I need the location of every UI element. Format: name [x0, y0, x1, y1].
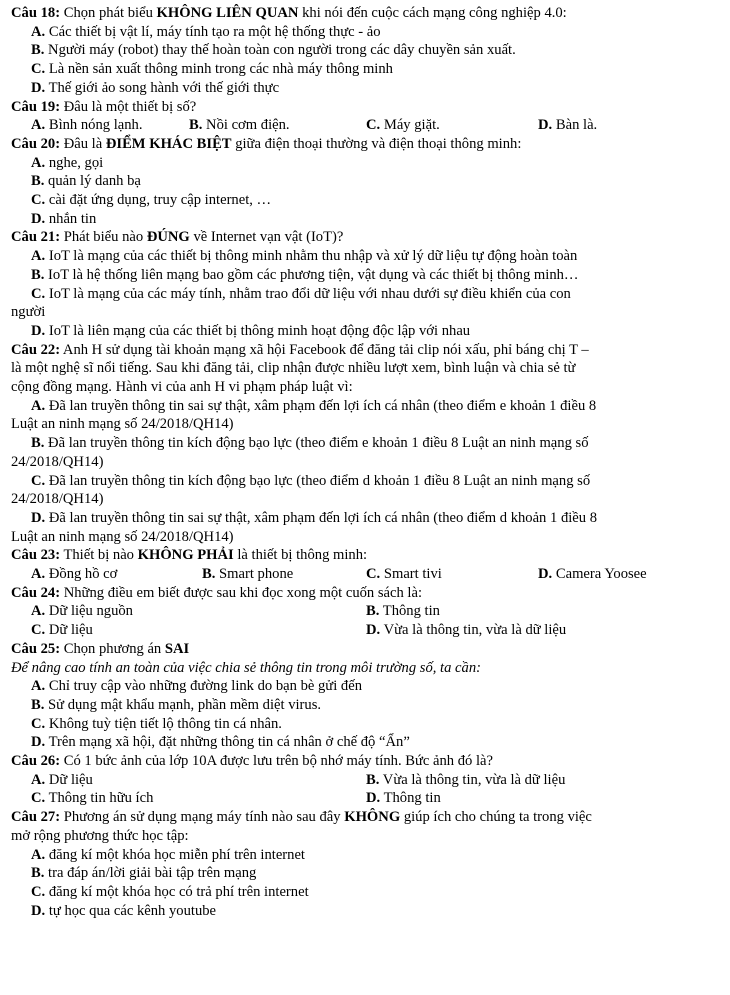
question-27-line2: mở rộng phương thức học tập: — [11, 827, 189, 844]
option-d: D. IoT là liên mạng của các thiết bị thông minh hoạt động độc lập với nhau — [31, 322, 471, 339]
question-number: Câu 22: — [11, 341, 61, 358]
option-a: A. Đồng hồ cơ — [31, 566, 118, 583]
question-25-stem: Để nâng cao tính an toàn của việc chia sẻ thông tin trong môi trường số, ta cần: — [11, 659, 481, 676]
question-22: Câu 22: Anh H sử dụng tài khoản mạng xã hội Facebook để đăng tải clip nói xấu, phỉ báng chị T – — [11, 341, 589, 358]
emphasis: SAI — [164, 640, 190, 657]
option-c: C. Thông tin hữu ích — [31, 790, 154, 807]
question-27: Câu 27: Phương án sử dụng mạng máy tính nào sau đây KHÔNG giúp ích cho chúng ta trong việc — [11, 809, 592, 826]
options-row — [11, 621, 718, 640]
question-25: Câu 25: Chọn phương án SAI — [11, 640, 190, 657]
option-b-continued: 24/2018/QH14) — [11, 453, 104, 470]
option-b: B. Người máy (robot) thay thế hoàn toàn con người trong các dây chuyền sản xuất. — [31, 42, 516, 59]
option-a: A. IoT là mạng của các thiết bị thông minh nhằm thu nhập và xử lý dữ liệu tự động hoàn toàn — [31, 248, 578, 265]
option-c: C. Đã lan truyền thông tin kích động bạo lực (theo điểm d khoản 1 điều 8 Luật an ninh mạng số — [31, 472, 591, 489]
options-row — [11, 602, 718, 621]
option-a: A. Đã lan truyền thông tin sai sự thật, xâm phạm đến lợi ích cá nhân (theo điểm e khoản 1 điều 8 — [31, 397, 597, 414]
question-23: Câu 23: Thiết bị nào KHÔNG PHẢI là thiết bị thông minh: — [11, 547, 368, 564]
question-24: Câu 24: Những điều em biết được sau khi đọc xong một cuốn sách là: — [11, 584, 423, 601]
question-number: Câu 20: — [11, 135, 61, 152]
option-a: A. Dữ liệu nguồn — [31, 603, 133, 620]
option-b: B. Vừa là thông tin, vừa là dữ liệu — [366, 771, 566, 788]
option-d-continued: Luật an ninh mạng số 24/2018/QH14) — [11, 528, 234, 545]
option-c: C. đăng kí một khóa học có trả phí trên internet — [31, 883, 309, 900]
question-20: Câu 20: Đâu là ĐIỂM KHÁC BIỆT giữa điện thoại thường và điện thoại thông minh: — [11, 135, 522, 152]
options-row — [11, 116, 718, 135]
question-number: Câu 27: — [11, 809, 61, 826]
option-c-continued: 24/2018/QH14) — [11, 491, 104, 508]
question-26: Câu 26: Có 1 bức ảnh của lớp 10A được lưu trên bộ nhớ máy tính. Bức ảnh đó là? — [11, 753, 493, 770]
option-b: B. tra đáp án/lời giải bài tập trên mạng — [31, 865, 257, 882]
question-number: Câu 21: — [11, 229, 61, 246]
option-c: C. Máy giặt. — [366, 117, 440, 134]
option-c: C. IoT là mạng của các máy tính, nhằm trao đổi dữ liệu với nhau dưới sự điều khiển của con — [31, 285, 571, 302]
option-c: C. Không tuỳ tiện tiết lộ thông tin cá nhân. — [31, 715, 282, 732]
option-b: B. IoT là hệ thống liên mạng bao gồm các phương tiện, vật dụng và các thiết bị thông minh… — [31, 266, 579, 283]
option-d: D. Thế giới ảo song hành với thế giới thực — [31, 79, 280, 96]
option-c: C. Dữ liệu — [31, 622, 93, 639]
option-a: A. đăng kí một khóa học miễn phí trên internet — [31, 846, 305, 863]
question-number: Câu 25: — [11, 640, 61, 657]
option-b: B. Sử dụng mật khẩu mạnh, phần mềm diệt virus. — [31, 696, 322, 713]
option-a: A. Các thiết bị vật lí, máy tính tạo ra một hệ thống thực - ảo — [31, 23, 381, 40]
option-c-continued: người — [11, 304, 46, 321]
option-b: B. Thông tin — [366, 603, 440, 620]
option-a: A. Chỉ truy cập vào những đường link do bạn bè gửi đến — [31, 678, 362, 695]
question-number: Câu 18: — [11, 5, 61, 21]
option-b: B. Nồi cơm điện. — [189, 117, 290, 134]
option-a: A. Dữ liệu — [31, 771, 93, 788]
emphasis: KHÔNG LIÊN QUAN — [156, 5, 299, 21]
option-d: D. Đã lan truyền thông tin sai sự thật, xâm phạm đến lợi ích cá nhân (theo điểm d khoản 1 điều 8 — [31, 509, 598, 526]
question-19: Câu 19: Đâu là một thiết bị số? — [11, 98, 197, 115]
question-18: Câu 18: Chọn phát biểu KHÔNG LIÊN QUAN khi nói đến cuộc cách mạng công nghiệp 4.0: — [11, 5, 567, 21]
option-a-continued: Luật an ninh mạng số 24/2018/QH14) — [11, 416, 234, 433]
option-b: B. Đã lan truyền thông tin kích động bạo lực (theo điểm e khoản 1 điều 8 Luật an ninh mạng số — [31, 435, 589, 452]
question-number: Câu 19: — [11, 98, 61, 115]
option-d: D. Bàn là. — [538, 117, 598, 134]
option-c: C. Là nền sản xuất thông minh trong các nhà máy thông minh — [31, 61, 393, 78]
emphasis: ĐIỂM KHÁC BIỆT — [105, 135, 232, 152]
option-b: B. quản lý danh bạ — [31, 173, 141, 190]
emphasis: KHÔNG PHẢI — [137, 547, 234, 564]
emphasis: ĐÚNG — [146, 229, 190, 246]
option-d: D. Camera Yoosee — [538, 566, 647, 583]
options-row — [11, 771, 718, 790]
option-d: D. Trên mạng xã hội, đặt những thông tin cá nhân ở chế độ “Ẩn” — [31, 734, 410, 751]
options-row — [11, 565, 718, 584]
emphasis: KHÔNG — [344, 809, 401, 826]
question-number: Câu 24: — [11, 584, 61, 601]
question-22-line2: là một nghệ sĩ nổi tiếng. Sau khi đăng tải, clip nhận được nhiều lượt xem, bình luận và chia sẻ từ — [11, 360, 576, 377]
option-d: D. Thông tin — [366, 790, 441, 807]
option-b: B. Smart phone — [202, 566, 294, 583]
option-d: D. Vừa là thông tin, vừa là dữ liệu — [366, 622, 567, 639]
question-number: Câu 26: — [11, 753, 61, 770]
question-number: Câu 23: — [11, 547, 61, 564]
option-c: C. Smart tivi — [366, 566, 442, 583]
options-row — [11, 789, 718, 808]
option-d: D. nhắn tin — [31, 210, 97, 227]
option-a: A. Bình nóng lạnh. — [31, 117, 143, 134]
option-d: D. tự học qua các kênh youtube — [31, 902, 217, 919]
option-c: C. cài đặt ứng dụng, truy cập internet, … — [31, 192, 272, 209]
question-21: Câu 21: Phát biểu nào ĐÚNG về Internet vạn vật (IoT)? — [11, 229, 344, 246]
question-22-line3: cộng đồng mạng. Hành vi của anh H vi phạm pháp luật vì: — [11, 379, 353, 396]
option-a: A. nghe, gọi — [31, 154, 104, 171]
